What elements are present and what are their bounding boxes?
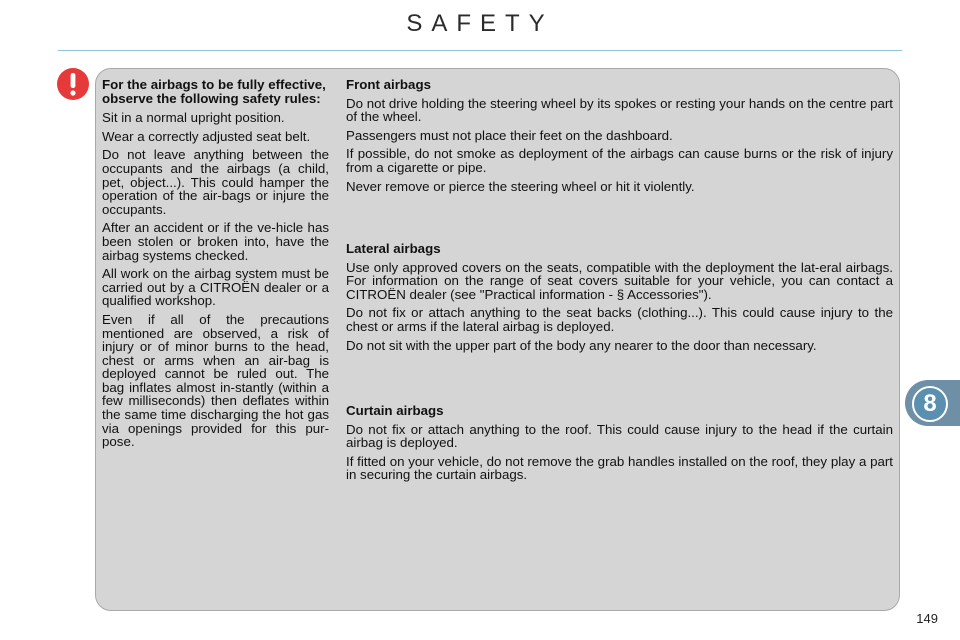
page-title: SAFETY [406,10,554,37]
curtain-airbags-paragraph: If fitted on your vehicle, do not remove the grab handles installed on the roof, they play a part in securing the curtain airbags. [346,453,893,483]
rule-paragraph: Do not leave anything between the occupants and the airbags (a child, pet, object...). This could hamper the operation of the air-bags or injure the occupants. [102,147,329,217]
safety-rules-column [102,78,329,454]
rule-paragraph: Even if all of the precautions mentioned are observed, a risk of injury or of minor burns to the head, chest or arms when an air-bag is deployed cannot be ruled out. The bag inflates almost in-stantly (within a few milliseconds) then deflates within the same time discharging the hot gas via openings provided for this pur-pose. [102,311,329,450]
front-airbags-section [346,78,893,198]
front-airbags-paragraph: Do not drive holding the steering wheel by its spokes or resting your hands on the centre part of the wheel. [346,95,893,125]
lateral-airbags-section [346,242,893,357]
front-airbags-paragraph: Passengers must not place their feet on the dashboard. [346,127,673,143]
rule-paragraph: Wear a correctly adjusted seat belt. [102,128,311,144]
rule-paragraph: After an accident or if the ve-hicle has been stolen or broken into, have the airbag systems checked. [102,220,329,263]
exclamation-warning-icon [56,67,90,101]
curtain-airbags-section [346,404,893,487]
rule-paragraph: Sit in a normal upright position. [102,110,285,126]
title-divider [58,50,902,51]
chapter-number-badge[interactable]: 8 [912,386,948,422]
lateral-airbags-heading: Lateral airbags [346,241,441,256]
lateral-airbags-paragraph: Use only approved covers on the seats, compatible with the deployment the lat-eral airbags. For information on the range of seat covers suitable for your vehicle, you can contact a CITROËN dealer (see "Practical information - § Accessories"). [346,259,893,302]
curtain-airbags-paragraph: Do not fix or attach anything to the roof. This could cause injury to the head if the curtain airbag is deployed. [346,421,893,451]
curtain-airbags-heading: Curtain airbags [346,403,444,418]
safety-rules-intro: For the airbags to be fully effective, observe the following safety rules: [102,77,326,106]
rule-paragraph: All work on the airbag system must be carried out by a CITROËN dealer or a qualified workshop. [102,266,329,309]
front-airbags-heading: Front airbags [346,77,431,92]
front-airbags-paragraph: If possible, do not smoke as deployment of the airbags can cause burns or the risk of injury from a cigarette or pipe. [346,146,893,175]
front-airbags-paragraph: Never remove or pierce the steering wheel or hit it violently. [346,178,695,194]
lateral-airbags-paragraph: Do not fix or attach anything to the seat backs (clothing...). This could cause injury to the chest or arms if the lateral airbag is deployed. [346,305,893,334]
page-number: 149 [916,611,938,626]
lateral-airbags-paragraph: Do not sit with the upper part of the body any nearer to the door than necessary. [346,337,817,353]
